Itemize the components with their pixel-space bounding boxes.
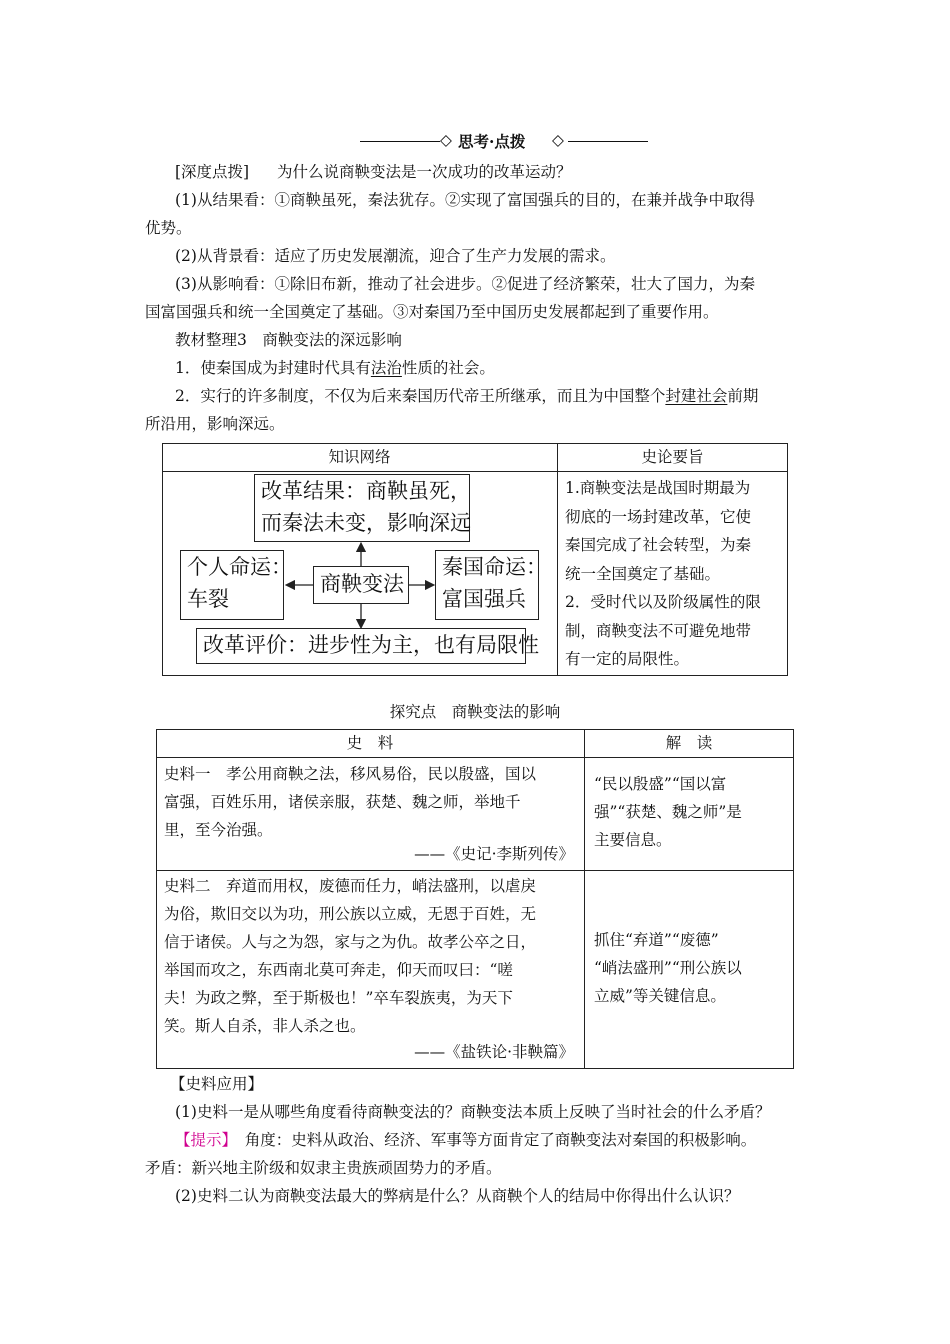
keyword-feudal-society: 封建社会: [665, 387, 728, 405]
diagram-center-box: 商鞅变法: [313, 566, 409, 604]
section-header: ◇ 思考·点拨 ◇: [300, 130, 640, 154]
header-rule-right: [568, 141, 648, 142]
reading-2: 抓住“弃道”“废德” “峭法盛刑”“刑公族以 立威”等关键信息。: [594, 931, 742, 1005]
application-q2: (2)史料二认为商鞅变法最大的弊病是什么？从商鞅个人的结局中你得出什么认识？: [175, 1187, 740, 1205]
reading-1: “民以殷盛”“国以富 强”“获楚、魏之师”是 主要信息。: [594, 775, 742, 849]
knowledge-table-col2: 史论要旨: [641, 448, 704, 466]
source-2-citation: ——《盐铁论·非鞅篇》: [414, 1043, 574, 1061]
deep-tip-p3b: 国富国强兵和统一全国奠定了基础。③对秦国乃至中国历史发展都起到了重要作用。: [145, 303, 719, 321]
application-hint: [175, 1128, 756, 1152]
deep-tip-p1a: (1)从结果看：①商鞅虽死，秦法犹存。②实现了富国强兵的目的，在兼并战争中取得: [175, 191, 755, 209]
deep-tip-p1b: 优势。: [145, 219, 192, 237]
hint-label: 【提示】: [175, 1131, 230, 1149]
deep-tip-question-text: 为什么说商鞅变法是一次成功的改革运动？: [276, 163, 572, 181]
keyword-fazhi: 法治: [370, 359, 402, 377]
knowledge-table-col1: 知识网络: [328, 448, 391, 466]
diagram-evaluation-box: 改革评价：进步性为主，也有局限性: [196, 628, 526, 664]
application-heading: 【史料应用】: [170, 1075, 264, 1093]
header-rule-left: [360, 141, 440, 142]
deep-tip-p2: (2)从背景看：适应了历史发展潮流，迎合了生产力发展的需求。: [175, 247, 616, 265]
material-item2b: 所沿用，影响深远。: [145, 415, 285, 433]
source-2: 史料二 弃道而用权，废德而任力，峭法盛刑，以虐戾 为俗，欺旧交以为功，刑公族以立威，无恩于百姓，无 信于诸侯。人与之为怨，家与之为仇。故孝公卒之日， 举国而攻之，东西南北莫可奔走，仰天而叹曰：“嗟 夫！为政之弊，至于斯极也！”卒车裂族夷，为天下 笑。斯人自杀，非人杀之也。: [164, 877, 537, 1035]
application-hint-b: 矛盾：新兴地主阶级和奴隶主贵族顽固势力的矛盾。: [145, 1159, 502, 1177]
section-header-title: 思考·点拨: [458, 132, 526, 151]
diagram-qin-box: 秦国命运： 富国强兵: [435, 550, 539, 620]
source-1-citation: ——《史记·李斯列传》: [414, 845, 574, 863]
explore-title: 探究点 商鞅变法的影响: [389, 703, 561, 721]
diagram-arrows: [162, 471, 557, 676]
explore-col2: 解 读: [665, 734, 713, 752]
material-heading: 教材整理3 商鞅变法的深远影响: [175, 331, 402, 349]
explore-col1: 史 料: [346, 734, 394, 752]
knowledge-points: 1.商鞅变法是战国时期最为 彻底的一场封建改革，它使 秦国完成了社会转型，为秦 统一全国奠定了基础。 2．受时代以及阶级属性的限 制，商鞅变法不可避免地带 有一定的局限性。: [565, 479, 761, 668]
application-q1: (1)史料一是从哪些角度看待商鞅变法的？商鞅变法本质上反映了当时社会的什么矛盾？: [175, 1103, 771, 1121]
material-item2: 2．实行的许多制度，不仅为后来秦国历代帝王所继承，而且为中国整个封建社会前期: [175, 387, 759, 405]
deep-tip-label: [深度点拨]: [175, 163, 250, 181]
deep-tip-p3a: (3)从影响看：①除旧布新，推动了社会进步。②促进了经济繁荣，壮大了国力，为秦: [175, 275, 755, 293]
source-1: 史料一 孝公用商鞅之法，移风易俗，民以殷盛，国以 富强，百姓乐用，诸侯亲服，获楚、魏之师，举地千 里，至今治强。: [164, 765, 537, 839]
diagram-result-box: 改革结果：商鞅虽死， 而秦法未变，影响深远: [254, 474, 470, 542]
hint-text: 角度：史料从政治、经济、军事等方面肯定了商鞅变法对秦国的积极影响。: [229, 1131, 757, 1149]
material-item1: 1．使秦国成为封建时代具有法治性质的社会。: [175, 359, 495, 377]
deep-tip-question: [175, 160, 572, 184]
diagram-personal-box: 个人命运： 车裂: [180, 550, 284, 620]
